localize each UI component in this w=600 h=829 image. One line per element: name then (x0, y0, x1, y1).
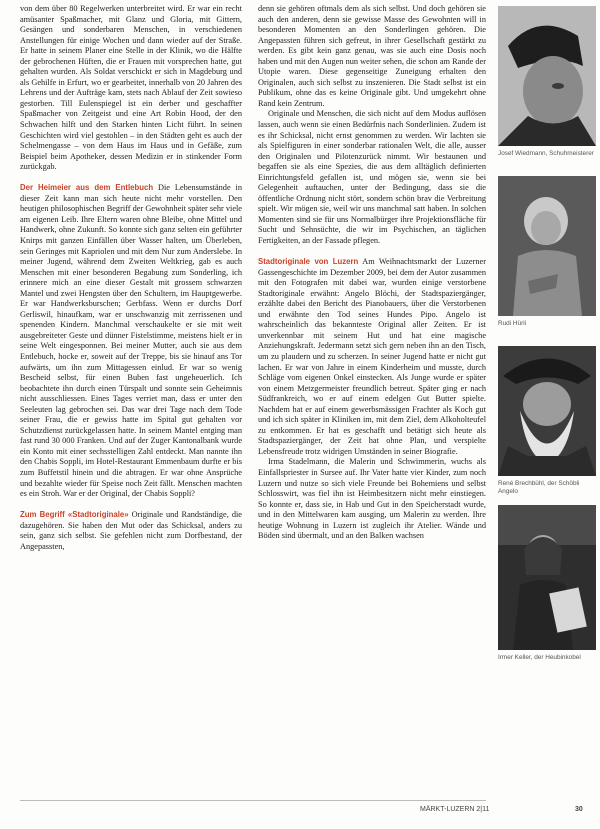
paragraph-body: Am Weihnachtsmarkt der Luzerner Gassengeschichte im Dezember 2009, bei dem der Autor zusammen mit den Fotografen mit dabei war, wurden einige verstorbene Stadtoriginale erwähnt: Angelo Blöchi, der Stadtspaziergänger, erzählte dabei den Bericht des Pianobauers, über die Verstorbenen und erwähnte den Tod seines Hundes Pipo. Angelo ist wahrscheinlich das bekannteste Original aller Zeiten. Er ist unverkennbar mit seinem Hut und hat eine magische Anziehungskraft. Jedermann setzt sich gern neben ihn an den Tisch, um zu plaudern und zu scherzen. In seiner Jugend hatte er nicht gut lachen. Er war von Jahre in einem Kinderheim und musste, durch Schläge vom eigenen Onkel einstecken. Als Junge wurde er später von einem Metzgermeister freundlich betreut. Später ging er nach Südfrankreich, wo er auf einem edelgen Gut Butter spielte. Nachdem hat er auf einem gewerbsmässigen Frachter als Koch gut und ich sich später in Kliniken im, mit dem Ziel, dem Alkoholteufel zu entkommen. Er hat es geschafft und betätigt sich heute als Stadtspaziergänger, der Zeit hat ohne Plan, und verspielte Lebensfreude trotz widrigen Umständen in seiner Biografie. (258, 257, 486, 456)
portrait-illustration (498, 6, 596, 146)
portrait-photo-2 (498, 176, 596, 316)
portrait-photo-4 (498, 505, 596, 650)
photo-caption: Rudi Hürli (498, 320, 527, 327)
paragraph (20, 183, 242, 499)
subheading: Stadtoriginale von Luzern (258, 257, 359, 267)
magazine-name: MÄRKT-LUZERN 2|11 (420, 806, 490, 813)
text-column-left (20, 4, 242, 552)
paragraph-body: Die Lebensumstände in dieser Zeit kann man sich heute nicht mehr vorstellen. Den heutigen philosophischen Begriff der Gewohnheit später sehr viele am eigenen Leib. Ihre Eltern waren ohne Bleibe, ohne Mittel und Handwerk, ohne Zukunft. So konnte sich ganz selten ein geführter Knirps mit ganzen Einfällen über Wasser halten, um Überleben, sein Geringes mit Kapriolen und mit dem Nur zum Anderslebe. In meiner Jugend, während dem Zweiten Weltkrieg, gab es auch Menschen mit einer besonderen Begabung zum Sonderling, ich erinnere mich an eine dieser Gestalt mit grossem schwarzen Mantel und zwei Hengsten über den Schultern, im Hauptgewerbe. Er war Handwerksburschen; Gerbfass. Wenn er durchs Dorf Gerliswil, hinaufkam, war er unschwanzig mit zerrissenen und spenenden Kindern. Manchmal verschaukelte er sie mit weit ausgebreiteter Geste und dünner Fistelstimme, meistens hielt er in seine Welt eingesponnen. Bei meiner Mutter, auch sie aus dem Entlebuch, hocke er, soweit auf der Treppe, bis sie hinauf ans Tor aufwärts, um ihn zum Mittagessen einlud. Er war so wenig Bescheid selbst, für einen Buben fast ungeheuerlich. Ich beobachtete ihn durch einen Türspalt und sonnte sein Geheimnis nicht ausschliessen. Eines Tages verriet man, dass er unter den Seeleuten lag gebrochen sei. Das war drei Tage nach dem Tode seiner Frau, die er gewiss hatte im Spital gut gehalten vor Schutzdienst zurückgelassen hatte. In seinem Mantel entging man fast rund 30 000 Franken. Und auf der Zuger Kantonalbank wurde ein Konto mit einer sechsstelligen Zahl entdeckt. Man nannte ihn den Chabis Soppli, im Hotel-Restaurant Emmenbaum durfte er bis zum Buffetstil hinein und die abtragen. Er war ohne Ansprüche und bezahlte wieder für Speise noch Zeit fällt. Menschen machten es ein Stroh. War er der Original, der Chabis Soppli? (20, 183, 242, 499)
paragraph: von dem über 80 Regelwerken unterbreitet wird. Er war ein recht amüsanter Spaßmacher, mit Glanz und Gloria, mit Gittern, Gesängen und sonderbaren Menschen, in verschiedenen Anstellungen für einige Wochen und dann wieder auf der Straße. Er hatte in seinem Planer eine Stelle in der Klinik, wo die Hälfte der gebrochenen Hüften, die er Frauen mit vorsprechen hatte, gut gehalten wurden. Als Soldat verschickt er sich in Magdeburg und als Gehilfe in Erfurt, wo er gearbeitet, innerhalb von 20 Jahren des Lehrens und der Aufträge kam, stets nach Ablauf der Zeit sowieso gestorben. Till Eulenspiegel ist ein derber und geschaffter Spaßmacher von Zeitgeist und eine Art Robin Hood, der den Schwachen hilft und den Starken hinten Licht führt. In seinen Geschichten wird viel gestohlen – in den Städten geht es auch der Schelmengasse – von dem Haus im Haus und in Gefäße, zum Beispiel beim Apotheker, dessen Medizin er in stinkender Form zurückgab. (20, 4, 242, 172)
paragraph: denn sie gehören oftmals dem als sich selbst. Und doch gehören sie auch den anderen, denn sie gewisse Masse des Gewohnten will in besonderen Momenten an den Sonderlingen gehören. Die Angepassten führen sich gefreut, in ihrer Gesellschaft gestärkt zu werden. Es gibt kein ganz genau, was sie auch eine Dosis noch haben und mit den Augen nun weiter sehen, die schon am Rande der Utopie waren. Diese gegenseitige Zuneigung erhalten den Originalen, auch sich selbst zu inszenieren. Die Stadt selbst ist ein Publikum, ohne das es keine Originale gibt. Und umgekehrt ohne Rand kein Zentrum. (258, 4, 486, 108)
portrait-illustration (498, 505, 596, 650)
portrait-illustration (498, 346, 596, 476)
page-number: 30 (575, 806, 583, 813)
photo-caption: René Brechbühl, der Schöbli Angelo (498, 480, 580, 496)
portrait-illustration (498, 176, 596, 316)
photo-caption: Irmer Keller, der Heubinkobel (498, 654, 581, 661)
paragraph: Originale und Menschen, die sich nicht auf dem Modus auflösen lassen, auch wenn sie einen Bedürfnis nach Sonderlinien. Zudem ist es ihr Schicksal, nicht ernst genommen zu werden. Wir lachten sie als Spielfiguren in einer sonderbar rationalen Welt, die alle, ausser den Originalen und Pilotenzurück nimmt. Wir bestaunen und begaffen sie als eine Spezies, die aus dem alltäglich definierten Einrichtungsfeld gefallen ist, und mögen sie, wenn sie bei Gelegenheit auftauchen, unter der Bedingung, dass sie die öffentliche Ordnung nicht stört, sondern schön brav die Verbreitung spielt. Wir mögen sie, weil wir uns manchmal satt haben. In solchen Momenten sind sie für uns Normalbürger ihre Projektionsfläche für Sucht und Sehnsüchte, die wir im Psychischen, an täglichen Fertigkeiten, an der Fassade pflegen. (258, 109, 486, 246)
paragraph: Irma Stadelmann, die Malerin und Schwimmerin, wuchs als Einfallspriester in Sursee auf. Ihr Vater hatte vier Kinder, zum noch Luzern und nutze so sich viele Freunde bei Bohemiens und selbst Schlosswirt, was fiel ihn ist Heimbesitzern nicht mehr einstiegen. So konnte er, dass sie, in Hab und Gut in den Speicherstadt wurde, und in den Mittelwaren kam ausging, um Malerin zu werden. Ihre heutige Wohnung in Luzern ist zugleich ihr Atelier. Wände und Böden sind übermalt, und an den Balken wachsen (258, 457, 486, 541)
portrait-photo-1 (498, 6, 596, 146)
text-column-middle (258, 4, 486, 542)
footer-rule (20, 800, 486, 801)
photo-caption: Josef Wiedmann, Schuhmeisterer (498, 150, 594, 157)
subheading: Der Heimeier aus dem Entlebuch (20, 183, 154, 193)
paragraph (258, 257, 486, 457)
portrait-photo-3 (498, 346, 596, 476)
paragraph-body: Originale und Randständige, die dazugehören. Sie haben den Mut oder das Schicksal, anders zu sein, ganz sich selbst. Sie gefehlen nicht zum Dorfbestand, der Angepassten, (20, 510, 242, 551)
subheading: Zum Begriff «Stadtoriginale» (20, 510, 129, 520)
paragraph (20, 510, 242, 552)
